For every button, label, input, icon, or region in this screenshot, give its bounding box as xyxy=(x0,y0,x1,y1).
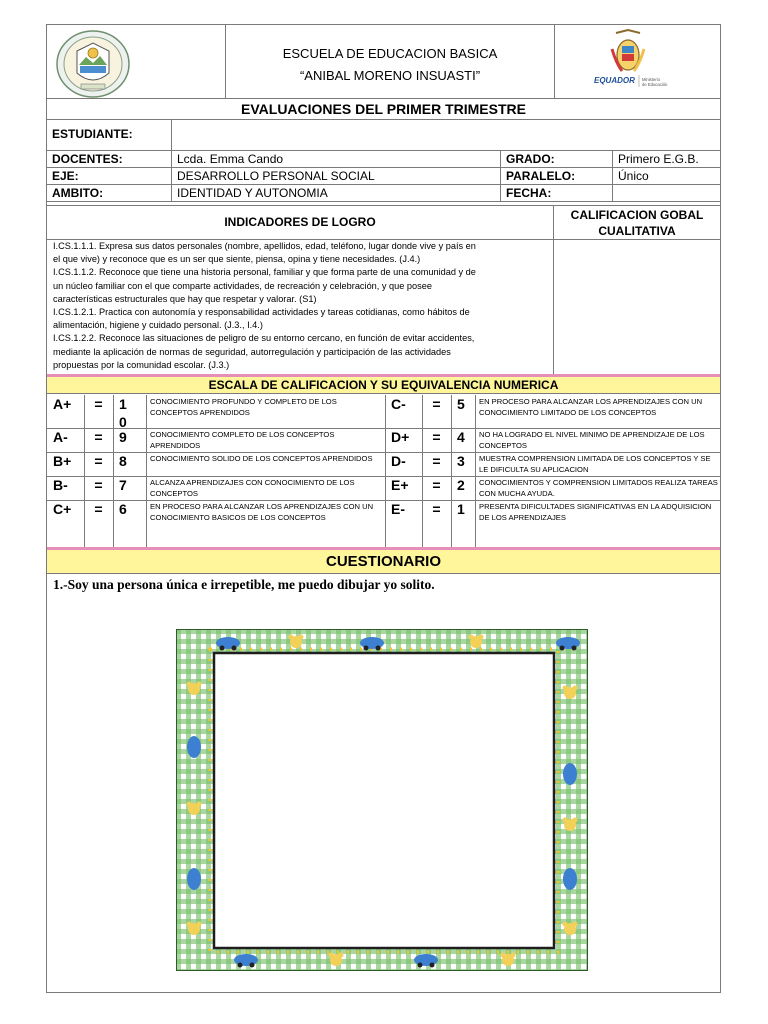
grade-letter: B- xyxy=(53,477,68,493)
docentes-value: Lcda. Emma Cando xyxy=(177,152,284,166)
grade-value-field[interactable] xyxy=(554,240,720,374)
car-icon xyxy=(563,763,577,785)
drawing-frame xyxy=(176,629,588,971)
paralelo-value: Único xyxy=(618,169,649,183)
ministry-logo xyxy=(592,27,692,93)
grado-label: GRADO: xyxy=(506,152,555,166)
grade-equals: = xyxy=(432,501,441,517)
grade-equals: = xyxy=(94,453,103,469)
grade-header-line2: CUALITATIVA xyxy=(598,224,676,238)
grade-equals: = xyxy=(432,477,441,493)
scale-title: ESCALA DE CALIFICACION Y SU EQUIVALENCIA NUMERICA xyxy=(47,377,720,394)
grade-letter: A- xyxy=(53,429,68,445)
grade-description: PRESENTA DIFICULTADES SIGNIFICATIVAS EN LA ADQUISICION DE LOS APRENDIZAJES xyxy=(479,502,712,522)
grado-value: Primero E.G.B. xyxy=(618,152,699,166)
grade-description: CONOCIMIENTO COMPLETO DE LOS CONCEPTOS APRENDIDOS xyxy=(150,430,335,450)
student-field[interactable] xyxy=(172,119,720,150)
grading-scale-table xyxy=(47,395,720,547)
grade-number: 6 xyxy=(119,501,127,517)
grade-number: 1 0 xyxy=(119,396,127,430)
fecha-label: FECHA: xyxy=(506,186,552,200)
indicator-line: I.CS.1.1.1. Expresa sus datos personales (nombre, apellidos, edad, teléfono, lugar donde vive y país en xyxy=(53,241,476,251)
paralelo-label: PARALELO: xyxy=(506,169,576,183)
grade-letter: B+ xyxy=(53,453,72,469)
indicator-line: alimentación, higiene y cuidado personal. (J.3., I.4.) xyxy=(53,320,263,331)
grade-equals: = xyxy=(432,453,441,469)
indicator-line: características estructurales que hay que respetar y valorar. (S1) xyxy=(53,293,317,304)
indicator-line: I.CS.1.2.2. Reconoce las situaciones de peligro de su entorno cercano, en función de evitar accidentes, xyxy=(53,333,475,344)
grade-letter: A+ xyxy=(53,396,72,412)
grade-letter: C+ xyxy=(53,501,72,517)
grade-letter: E- xyxy=(391,501,405,517)
grade-header xyxy=(554,206,720,239)
car-icon xyxy=(216,637,240,651)
svg-text:de Educación: de Educación xyxy=(642,82,668,87)
question-1: 1.-Soy una persona única e irrepetible, me puedo dibujar yo solito. xyxy=(53,577,435,592)
eje-value: DESARROLLO PERSONAL SOCIAL xyxy=(177,169,375,183)
ambito-label: AMBITO: xyxy=(52,186,104,200)
grade-letter: E+ xyxy=(391,477,409,493)
grade-number: 9 xyxy=(119,429,127,445)
grade-equals: = xyxy=(94,396,103,412)
grade-description: CONOCIMIENTOS Y COMPRENSION LIMITADOS REALIZA TAREAS CON MUCHA AYUDA. xyxy=(479,478,718,498)
grade-description: ALCANZA APRENDIZAJES CON CONOCIMIENTO DE LOS CONCEPTOS xyxy=(150,478,355,498)
grade-description: NO HA LOGRADO EL NIVEL MINIMO DE APRENDIZAJE DE LOS CONCEPTOS xyxy=(479,430,705,450)
grade-equals: = xyxy=(432,429,441,445)
school-logo xyxy=(53,29,133,99)
car-icon xyxy=(563,868,577,890)
grade-number: 1 xyxy=(457,501,465,517)
grade-description: EN PROCESO PARA ALCANZAR LOS APRENDIZAJES CON UN CONOCIMIENTO BASICOS DE LOS CONCEPTOS xyxy=(150,502,374,522)
grade-number: 3 xyxy=(457,453,465,469)
cuestionario-title: CUESTIONARIO xyxy=(47,550,720,573)
grade-description: CONOCIMIENTO SOLIDO DE LOS CONCEPTOS APRENDIDOS xyxy=(150,454,373,463)
school-name-line2: “ANIBAL MORENO INSUASTI” xyxy=(299,68,481,83)
grade-number: 7 xyxy=(119,477,127,493)
grade-number: 4 xyxy=(457,429,465,445)
indicator-line: un núcleo familiar con el que comparte actividades, de recreación y celebración, y que posee xyxy=(53,280,432,291)
car-icon xyxy=(414,954,438,968)
docentes-label: DOCENTES: xyxy=(52,152,123,166)
grade-number: 5 xyxy=(457,396,465,412)
svg-text:Ministerio: Ministerio xyxy=(642,77,660,82)
car-icon xyxy=(187,736,201,758)
indicator-line: I.CS.1.1.2. Reconoce que tiene una historia personal, familiar y que forma parte de una comunidad y de xyxy=(53,267,476,278)
page-title: EVALUACIONES DEL PRIMER TRIMESTRE xyxy=(241,101,526,117)
grade-letter: D+ xyxy=(391,429,410,445)
grade-header-line1: CALIFICACION GOBAL xyxy=(570,208,704,222)
car-icon xyxy=(234,954,258,968)
grade-description: EN PROCESO PARA ALCANZAR LOS APRENDIZAJES CON UN CONOCIMIENTO LIMITADO DE LOS CONCEPTOS xyxy=(479,397,703,417)
indicator-line: mediante la aplicación de normas de seguridad, autorregulación y participación de las actividades xyxy=(53,346,451,357)
grade-letter: D- xyxy=(391,453,406,469)
eje-label: EJE: xyxy=(52,169,79,183)
ambito-value: IDENTIDAD Y AUTONOMIA xyxy=(177,186,328,200)
grade-equals: = xyxy=(94,429,103,445)
brand-text: EQUADOR xyxy=(594,76,635,85)
grade-number: 2 xyxy=(457,477,465,493)
grade-equals: = xyxy=(432,396,441,412)
evaluation-sheet xyxy=(46,24,721,993)
grade-description: CONOCIMIENTO PROFUNDO Y COMPLETO DE LOS CONCEPTOS APRENDIDOS xyxy=(150,397,337,417)
grade-equals: = xyxy=(94,477,103,493)
car-icon xyxy=(556,637,580,651)
student-label: ESTUDIANTE: xyxy=(52,127,133,141)
indicator-line: propuestas por la comunidad escolar. (J.3.) xyxy=(53,359,230,370)
indicator-line: el que vive) y reconoce que es un ser que siente, piensa, opina y tiene necesidades. (J.4.) xyxy=(53,254,421,265)
indicator-line: I.CS.1.2.1. Practica con autonomía y responsabilidad actividades y tareas cotidianas, como hábitos de xyxy=(53,307,470,318)
grade-number: 8 xyxy=(119,453,127,469)
school-name-line1: ESCUELA DE EDUCACION BASICA xyxy=(282,46,498,61)
fecha-field[interactable] xyxy=(613,185,720,202)
car-icon xyxy=(360,637,384,651)
grade-letter: C- xyxy=(391,396,406,412)
indicators-list xyxy=(47,240,553,374)
indicators-header: INDICADORES DE LOGRO xyxy=(224,215,376,229)
grade-description: MUESTRA COMPRENSION LIMITADA DE LOS CONCEPTOS Y SE LE DIFICULTA SU APLICACION xyxy=(479,454,711,474)
car-icon xyxy=(187,868,201,890)
grade-equals: = xyxy=(94,501,103,517)
